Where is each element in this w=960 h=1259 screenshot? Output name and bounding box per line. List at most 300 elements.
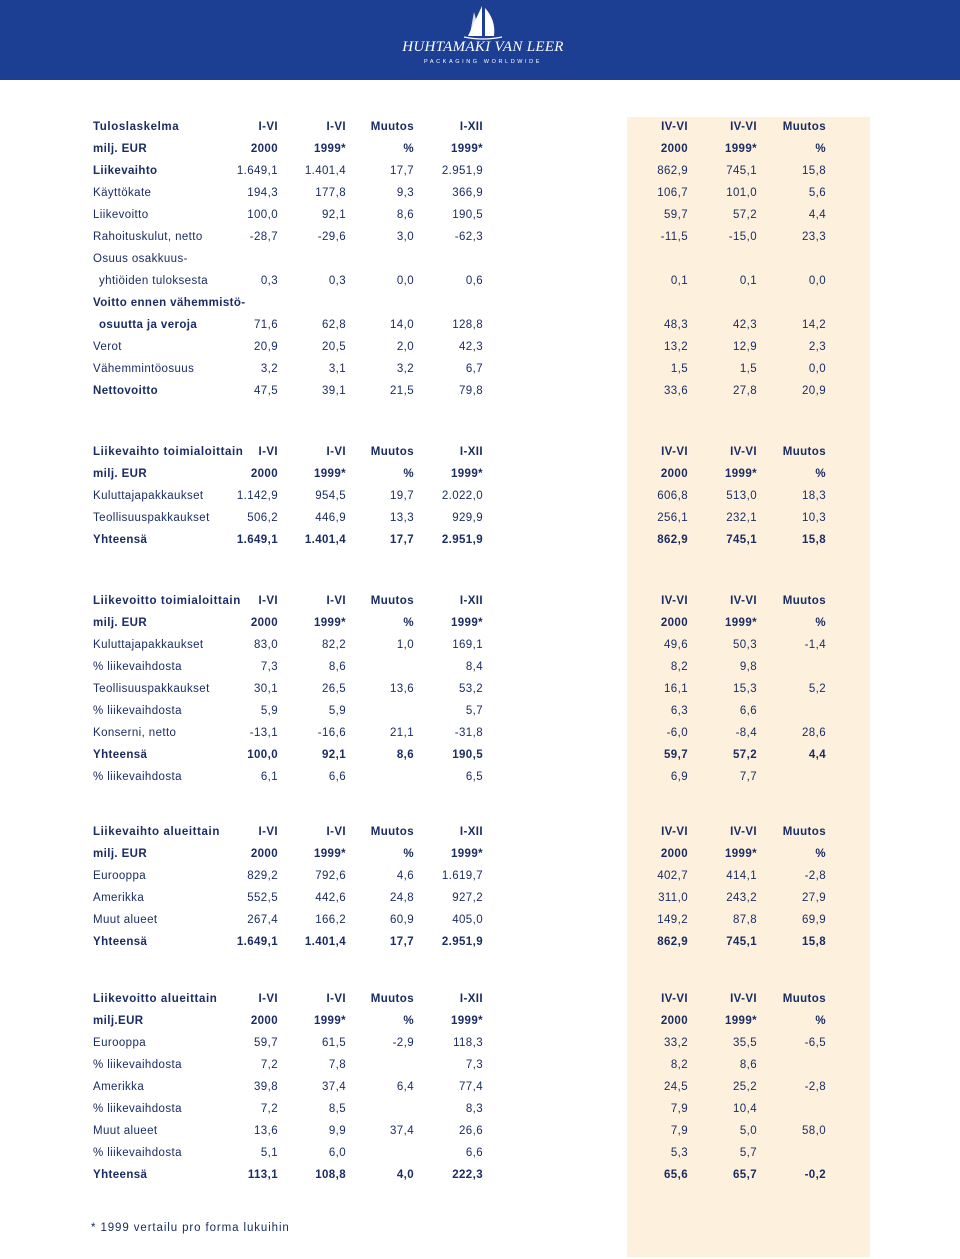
column-subheader: %: [815, 143, 826, 155]
cell-value: 8,6: [396, 209, 414, 221]
column-header: IV-VI: [730, 121, 757, 133]
cell-value: 1.649,1: [236, 936, 278, 948]
cell-value: -62,3: [454, 231, 483, 243]
table-row: [0, 1144, 960, 1162]
table-row: [0, 911, 960, 929]
cell-value: 13,6: [254, 1125, 278, 1137]
cell-value: [608, 294, 688, 312]
cell-value: 53,2: [459, 683, 483, 695]
cell-value: [403, 294, 483, 312]
cell-value: 60,9: [390, 914, 414, 926]
column-header: I-XII: [459, 826, 483, 838]
column-subheader: 1999*: [724, 143, 757, 155]
cell-value: [746, 294, 826, 312]
table-row: [0, 1034, 960, 1052]
cell-value: [608, 250, 688, 268]
table-row: [0, 1078, 960, 1096]
row-label: % liikevaihdosta: [93, 1059, 182, 1071]
column-subheader: 1999*: [724, 848, 757, 860]
cell-value: 0,1: [670, 275, 688, 287]
cell-value: 1.401,4: [304, 165, 346, 177]
cell-value: [334, 1100, 414, 1118]
cell-value: 14,0: [390, 319, 414, 331]
cell-value: -15,0: [728, 231, 757, 243]
cell-value: -1,4: [804, 639, 826, 651]
cell-value: 1.619,7: [441, 870, 483, 882]
cell-value: 71,6: [254, 319, 278, 331]
column-subheader: 2000: [660, 468, 688, 480]
sailboat-icon: [460, 4, 506, 40]
cell-value: 829,2: [247, 870, 278, 882]
column-header: I-VI: [326, 121, 346, 133]
table-row: [0, 206, 960, 224]
cell-value: 5,2: [808, 683, 826, 695]
cell-value: 366,9: [452, 187, 483, 199]
row-label: yhtiöiden tuloksesta: [99, 275, 209, 287]
table-row: [0, 316, 960, 334]
cell-value: 30,1: [254, 683, 278, 695]
cell-value: 83,0: [254, 639, 278, 651]
cell-value: 3,2: [396, 363, 414, 375]
cell-value: 37,4: [322, 1081, 346, 1093]
column-header: Muutos: [370, 595, 414, 607]
cell-value: 59,7: [254, 1037, 278, 1049]
footnote: * 1999 vertailu pro forma lukuihin: [91, 1222, 290, 1234]
table-row: [0, 531, 960, 549]
cell-value: 9,3: [396, 187, 414, 199]
column-subheader: 1999*: [313, 143, 346, 155]
cell-value: 15,3: [733, 683, 757, 695]
table-title: Tuloslaskelma: [93, 121, 180, 133]
company-logo: [398, 4, 568, 74]
table-title: Liikevaihto toimialoittain: [93, 446, 244, 458]
row-label: Rahoituskulut, netto: [93, 231, 203, 243]
cell-value: 24,8: [390, 892, 414, 904]
brand-tagline: PACKAGING WORLDWIDE: [423, 59, 543, 65]
cell-value: 190,5: [452, 749, 483, 761]
column-header: Muutos: [370, 446, 414, 458]
column-header: I-XII: [459, 121, 483, 133]
column-header: I-VI: [326, 446, 346, 458]
cell-value: 256,1: [657, 512, 688, 524]
row-label: Eurooppa: [93, 1037, 147, 1049]
table-row: [0, 487, 960, 505]
cell-value: 0,3: [260, 275, 278, 287]
cell-value: -11,5: [660, 231, 688, 243]
column-subheader: %: [815, 1015, 826, 1027]
cell-value: 57,2: [733, 749, 757, 761]
column-subheader: %: [403, 143, 414, 155]
row-label: Eurooppa: [93, 870, 147, 882]
cell-value: -29,6: [317, 231, 346, 243]
cell-value: 1,5: [670, 363, 688, 375]
cell-value: 862,9: [657, 534, 688, 546]
cell-value: 745,1: [726, 534, 757, 546]
cell-value: 17,7: [390, 165, 414, 177]
column-header: IV-VI: [730, 595, 757, 607]
table-row: [0, 162, 960, 180]
row-label: Kuluttajapakkaukset: [93, 639, 204, 651]
cell-value: -6,0: [666, 727, 688, 739]
cell-value: 23,3: [802, 231, 826, 243]
cell-value: 21,5: [390, 385, 414, 397]
cell-value: 506,2: [247, 512, 278, 524]
column-header: Muutos: [782, 826, 826, 838]
table-row: [0, 294, 960, 312]
table-row: [0, 228, 960, 246]
cell-value: [746, 1144, 826, 1162]
cell-value: 442,6: [315, 892, 346, 904]
cell-value: 8,5: [328, 1103, 346, 1115]
column-subheader: %: [815, 468, 826, 480]
cell-value: 58,0: [802, 1125, 826, 1137]
cell-value: 48,3: [664, 319, 688, 331]
cell-value: 5,7: [465, 705, 483, 717]
cell-value: 61,5: [322, 1037, 346, 1049]
table-row: [0, 360, 960, 378]
cell-value: 7,9: [670, 1125, 688, 1137]
row-label: osuutta ja veroja: [99, 319, 198, 331]
column-subheader: 2000: [250, 468, 278, 480]
cell-value: 87,8: [733, 914, 757, 926]
cell-value: 5,0: [739, 1125, 757, 1137]
cell-value: 513,0: [726, 490, 757, 502]
cell-value: [334, 1144, 414, 1162]
cell-value: 100,0: [247, 749, 278, 761]
row-label: % liikevaihdosta: [93, 705, 182, 717]
table-header-row: [0, 990, 960, 1008]
cell-value: 8,2: [670, 661, 688, 673]
cell-value: 311,0: [658, 892, 688, 904]
cell-value: 6,3: [670, 705, 688, 717]
cell-value: [746, 250, 826, 268]
cell-value: 33,6: [664, 385, 688, 397]
cell-value: 27,8: [733, 385, 757, 397]
table-row: [0, 636, 960, 654]
row-label: Yhteensä: [93, 534, 148, 546]
row-label: Yhteensä: [93, 936, 148, 948]
column-header: Muutos: [782, 993, 826, 1005]
cell-value: 92,1: [322, 209, 346, 221]
cell-value: 7,3: [465, 1059, 483, 1071]
cell-value: 177,8: [315, 187, 346, 199]
column-header: IV-VI: [661, 121, 688, 133]
table-row: [0, 509, 960, 527]
table-row: [0, 658, 960, 676]
cell-value: 8,4: [465, 661, 483, 673]
row-label: Amerikka: [93, 1081, 145, 1093]
row-label: % liikevaihdosta: [93, 661, 182, 673]
cell-value: [334, 250, 414, 268]
column-header: Muutos: [370, 993, 414, 1005]
table-subheader-row: [0, 614, 960, 632]
cell-value: [677, 294, 757, 312]
cell-value: 862,9: [657, 936, 688, 948]
column-header: I-VI: [326, 826, 346, 838]
cell-value: 2.951,9: [441, 165, 483, 177]
cell-value: 5,3: [670, 1147, 688, 1159]
cell-value: 82,2: [322, 639, 346, 651]
cell-value: 3,1: [328, 363, 346, 375]
table-subheader-row: [0, 140, 960, 158]
cell-value: 446,9: [315, 512, 346, 524]
column-header: I-VI: [326, 595, 346, 607]
cell-value: -6,5: [804, 1037, 826, 1049]
cell-value: 20,9: [254, 341, 278, 353]
column-subheader: 1999*: [450, 468, 483, 480]
cell-value: 101,0: [726, 187, 757, 199]
cell-value: 2.951,9: [441, 936, 483, 948]
row-label: Liikevoitto: [93, 209, 149, 221]
column-subheader: 1999*: [450, 617, 483, 629]
unit-label: milj.EUR: [93, 1015, 144, 1027]
cell-value: 19,7: [390, 490, 414, 502]
cell-value: 6,0: [328, 1147, 346, 1159]
cell-value: 8,3: [465, 1103, 483, 1115]
column-header: I-XII: [459, 595, 483, 607]
column-subheader: 2000: [250, 848, 278, 860]
cell-value: 6,1: [260, 771, 278, 783]
cell-value: 0,0: [808, 275, 826, 287]
cell-value: 222,3: [452, 1169, 483, 1181]
unit-label: milj. EUR: [93, 143, 148, 155]
cell-value: -31,8: [454, 727, 483, 739]
cell-value: 35,5: [733, 1037, 757, 1049]
cell-value: 6,9: [670, 771, 688, 783]
cell-value: -13,1: [249, 727, 278, 739]
table-row: [0, 702, 960, 720]
table-row: [0, 184, 960, 202]
cell-value: 27,9: [802, 892, 826, 904]
cell-value: 862,9: [657, 165, 688, 177]
row-label: Kuluttajapakkaukset: [93, 490, 204, 502]
table-row: [0, 338, 960, 356]
cell-value: [403, 250, 483, 268]
column-header: Muutos: [370, 121, 414, 133]
cell-value: 0,1: [739, 275, 757, 287]
column-subheader: 1999*: [724, 617, 757, 629]
cell-value: 24,5: [664, 1081, 688, 1093]
column-subheader: 1999*: [313, 1015, 346, 1027]
column-header: I-VI: [258, 826, 278, 838]
row-label: Konserni, netto: [93, 727, 177, 739]
cell-value: 39,1: [322, 385, 346, 397]
column-subheader: %: [815, 848, 826, 860]
cell-value: 414,1: [726, 870, 757, 882]
cell-value: 6,6: [465, 1147, 483, 1159]
cell-value: 194,3: [247, 187, 278, 199]
column-subheader: 1999*: [724, 1015, 757, 1027]
column-header: I-VI: [258, 993, 278, 1005]
page-header: [0, 0, 960, 80]
column-subheader: 2000: [660, 617, 688, 629]
cell-value: [334, 658, 414, 676]
column-subheader: 1999*: [450, 143, 483, 155]
cell-value: 8,6: [739, 1059, 757, 1071]
unit-label: milj. EUR: [93, 617, 148, 629]
cell-value: 402,7: [657, 870, 688, 882]
cell-value: 20,9: [802, 385, 826, 397]
table-row: [0, 768, 960, 786]
cell-value: 6,5: [465, 771, 483, 783]
column-subheader: %: [403, 468, 414, 480]
column-subheader: %: [403, 848, 414, 860]
row-label: Teollisuuspakkaukset: [93, 512, 210, 524]
cell-value: 166,2: [315, 914, 346, 926]
cell-value: 7,2: [260, 1059, 278, 1071]
cell-value: 26,6: [459, 1125, 483, 1137]
table-row: [0, 382, 960, 400]
cell-value: 1.142,9: [236, 490, 278, 502]
row-label: Osuus osakkuus-: [93, 253, 188, 265]
cell-value: 149,2: [657, 914, 688, 926]
row-label: Yhteensä: [93, 1169, 148, 1181]
cell-value: 927,2: [452, 892, 483, 904]
cell-value: 10,4: [733, 1103, 757, 1115]
table-subheader-row: [0, 1012, 960, 1030]
cell-value: 4,6: [396, 870, 414, 882]
cell-value: 0,0: [396, 275, 414, 287]
cell-value: 42,3: [459, 341, 483, 353]
cell-value: 77,4: [459, 1081, 483, 1093]
cell-value: 65,7: [733, 1169, 757, 1181]
cell-value: 69,9: [802, 914, 826, 926]
cell-value: 1,0: [396, 639, 414, 651]
cell-value: 1.401,4: [304, 534, 346, 546]
cell-value: -2,9: [392, 1037, 414, 1049]
cell-value: -8,4: [735, 727, 757, 739]
cell-value: 2,0: [396, 341, 414, 353]
cell-value: 2.951,9: [441, 534, 483, 546]
row-label: Käyttökate: [93, 187, 152, 199]
table-row: [0, 1166, 960, 1184]
cell-value: 8,2: [670, 1059, 688, 1071]
column-header: Muutos: [782, 121, 826, 133]
cell-value: 37,4: [390, 1125, 414, 1137]
cell-value: 169,1: [452, 639, 483, 651]
column-header: I-XII: [459, 993, 483, 1005]
table-row: [0, 1056, 960, 1074]
cell-value: 108,8: [315, 1169, 346, 1181]
column-header: IV-VI: [661, 595, 688, 607]
cell-value: 5,7: [739, 1147, 757, 1159]
table-title: Liikevoitto toimialoittain: [93, 595, 241, 607]
cell-value: 3,0: [396, 231, 414, 243]
cell-value: [746, 1056, 826, 1074]
cell-value: -16,6: [317, 727, 346, 739]
column-header: I-XII: [459, 446, 483, 458]
cell-value: 106,7: [657, 187, 688, 199]
cell-value: 79,8: [459, 385, 483, 397]
column-header: Muutos: [782, 595, 826, 607]
cell-value: 8,6: [328, 661, 346, 673]
table-title: Liikevaihto alueittain: [93, 826, 220, 838]
column-header: IV-VI: [661, 826, 688, 838]
column-header: IV-VI: [661, 993, 688, 1005]
column-subheader: 1999*: [724, 468, 757, 480]
cell-value: -0,2: [804, 1169, 826, 1181]
column-header: I-VI: [326, 993, 346, 1005]
row-label: Voitto ennen vähemmistö-: [93, 297, 246, 309]
row-label: Muut alueet: [93, 1125, 158, 1137]
column-subheader: 2000: [660, 1015, 688, 1027]
table-row: [0, 867, 960, 885]
cell-value: [746, 702, 826, 720]
cell-value: 42,3: [733, 319, 757, 331]
row-label: Yhteensä: [93, 749, 148, 761]
column-header: I-VI: [258, 595, 278, 607]
cell-value: 14,2: [802, 319, 826, 331]
column-header: IV-VI: [730, 826, 757, 838]
cell-value: 1,5: [739, 363, 757, 375]
column-header: I-VI: [258, 446, 278, 458]
cell-value: 267,4: [247, 914, 278, 926]
cell-value: 28,6: [802, 727, 826, 739]
table-row: [0, 1100, 960, 1118]
cell-value: 7,3: [260, 661, 278, 673]
column-header: Muutos: [370, 826, 414, 838]
cell-value: 0,3: [328, 275, 346, 287]
column-header: IV-VI: [661, 446, 688, 458]
column-subheader: %: [815, 617, 826, 629]
cell-value: 20,5: [322, 341, 346, 353]
cell-value: -28,7: [249, 231, 278, 243]
cell-value: 10,3: [802, 512, 826, 524]
cell-value: [746, 658, 826, 676]
cell-value: 39,8: [254, 1081, 278, 1093]
cell-value: 606,8: [657, 490, 688, 502]
cell-value: -2,8: [804, 1081, 826, 1093]
column-header: Muutos: [782, 446, 826, 458]
cell-value: 59,7: [664, 749, 688, 761]
row-label: Amerikka: [93, 892, 145, 904]
cell-value: 6,6: [328, 771, 346, 783]
row-label: Vähemmintöosuus: [93, 363, 195, 375]
cell-value: 190,5: [452, 209, 483, 221]
cell-value: 6,7: [465, 363, 483, 375]
cell-value: 552,5: [247, 892, 278, 904]
cell-value: 243,2: [726, 892, 757, 904]
cell-value: 405,0: [452, 914, 483, 926]
cell-value: 15,8: [802, 534, 826, 546]
column-subheader: 2000: [660, 143, 688, 155]
cell-value: [746, 1100, 826, 1118]
cell-value: 128,8: [452, 319, 483, 331]
cell-value: 18,3: [802, 490, 826, 502]
cell-value: [334, 702, 414, 720]
column-header: IV-VI: [730, 993, 757, 1005]
table-row: [0, 889, 960, 907]
cell-value: 2,3: [808, 341, 826, 353]
table-header-row: [0, 592, 960, 610]
cell-value: 232,1: [726, 512, 757, 524]
cell-value: 21,1: [390, 727, 414, 739]
cell-value: 7,2: [260, 1103, 278, 1115]
table-row: [0, 746, 960, 764]
cell-value: 26,5: [322, 683, 346, 695]
cell-value: 62,8: [322, 319, 346, 331]
cell-value: 1.649,1: [236, 165, 278, 177]
column-subheader: 1999*: [450, 848, 483, 860]
unit-label: milj. EUR: [93, 848, 148, 860]
table-header-row: [0, 118, 960, 136]
cell-value: [677, 250, 757, 268]
cell-value: [746, 768, 826, 786]
cell-value: 17,7: [390, 534, 414, 546]
column-subheader: %: [403, 617, 414, 629]
cell-value: 4,0: [396, 1169, 414, 1181]
cell-value: 0,0: [808, 363, 826, 375]
